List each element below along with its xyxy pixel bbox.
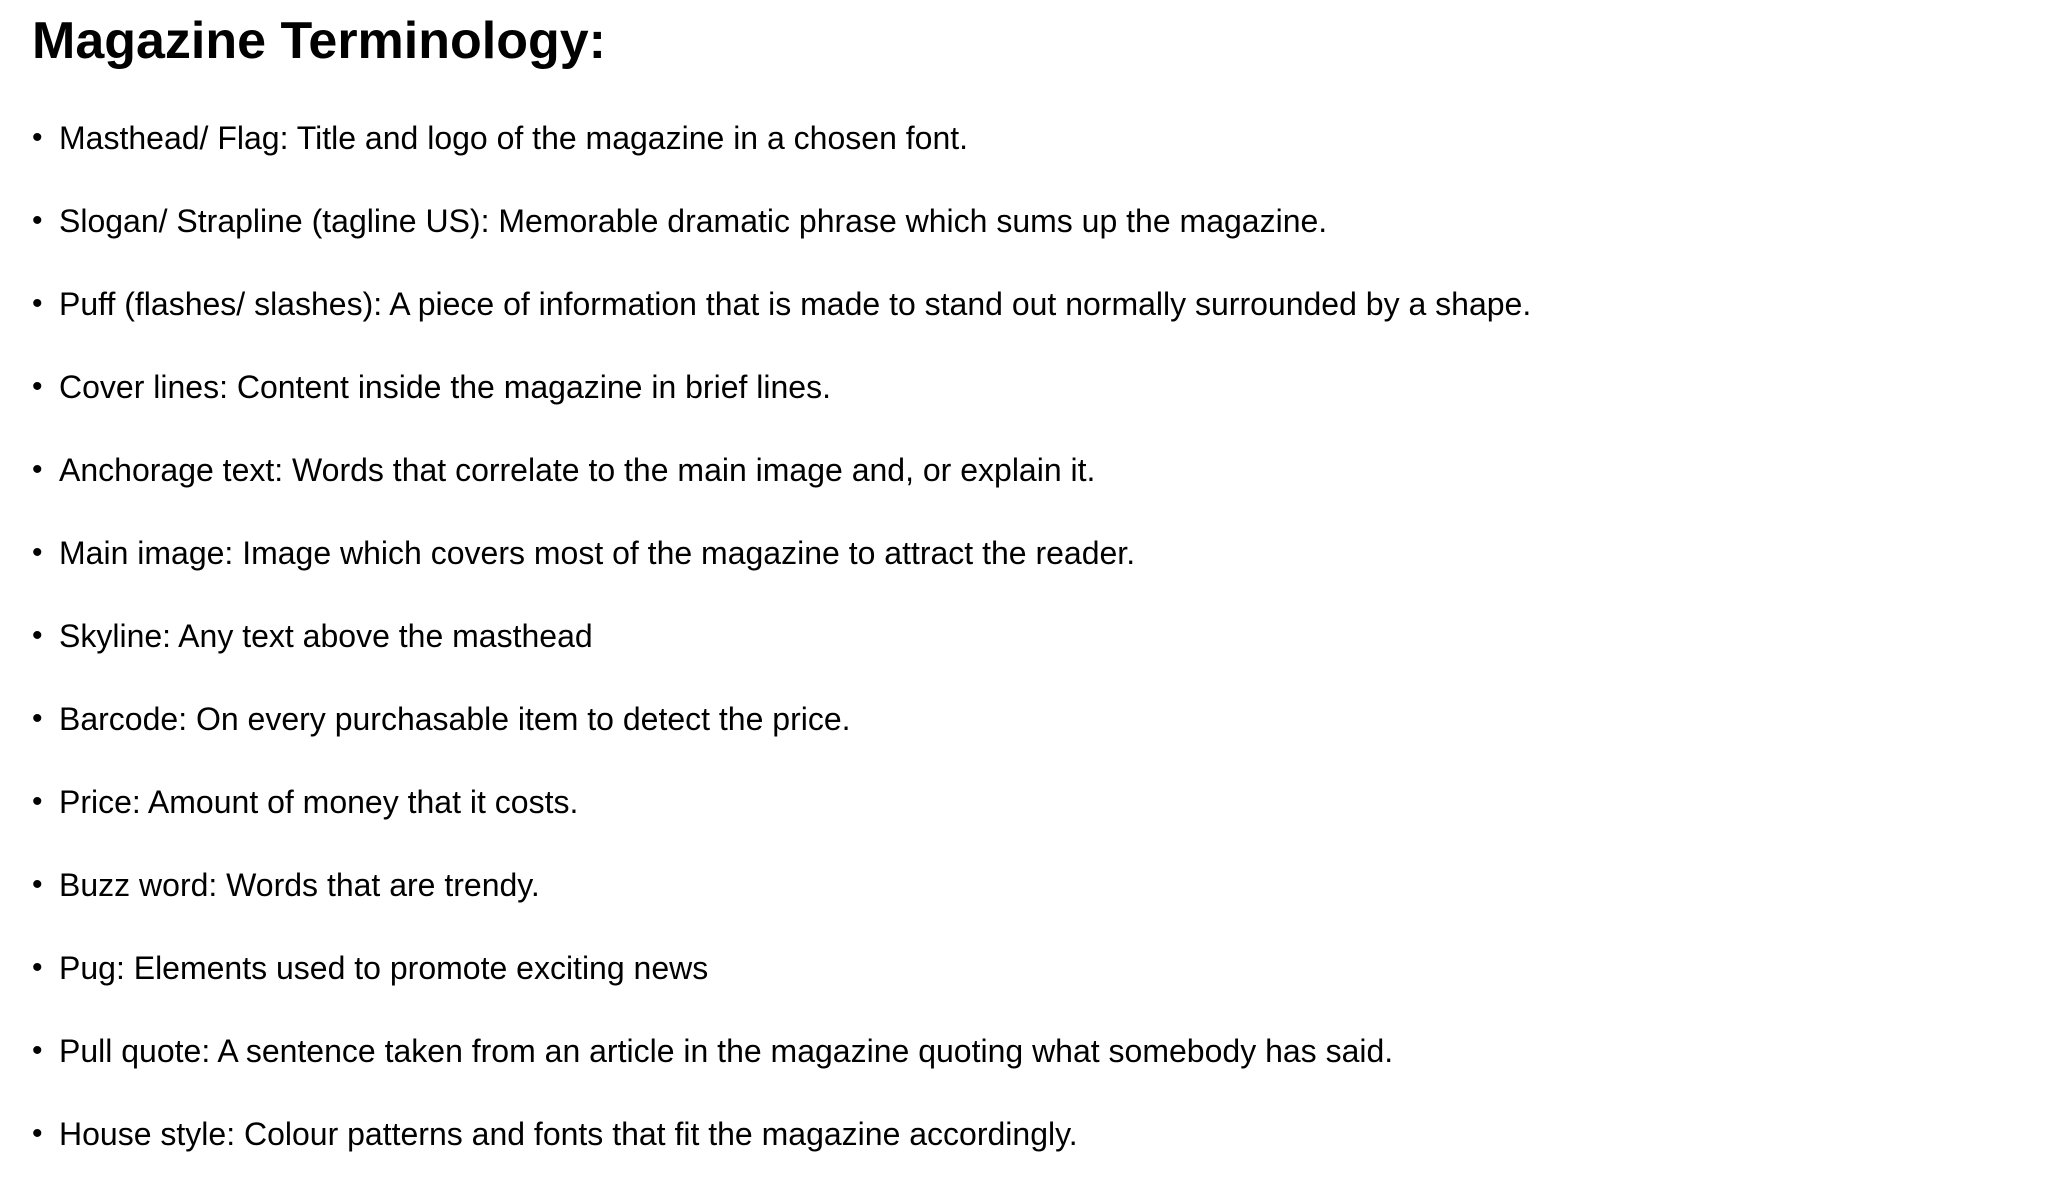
term-house-style: House style: Colour patterns and fonts that fit the magazine accordingly. <box>59 1116 1078 1152</box>
term-masthead: Masthead/ Flag: Title and logo of the magazine in a chosen font. <box>59 120 969 156</box>
term-puff: Puff (flashes/ slashes): A piece of information that is made to stand out normally surrounded by a shape. <box>59 286 1532 322</box>
term-buzz-word: Buzz word: Words that are trendy. <box>59 867 540 903</box>
bullet-icon: • <box>32 536 43 569</box>
bullet-icon: • <box>32 1117 43 1150</box>
term-anchorage-text: Anchorage text: Words that correlate to the main image and, or explain it. <box>59 452 1096 488</box>
bullet-icon: • <box>32 702 43 735</box>
bullet-icon: • <box>32 619 43 652</box>
bullet-icon: • <box>32 453 43 486</box>
list-item <box>32 197 1531 280</box>
page-title: Magazine Terminology: <box>32 12 606 70</box>
bullet-icon: • <box>32 1034 43 1067</box>
term-slogan: Slogan/ Strapline (tagline US): Memorable dramatic phrase which sums up the magazine. <box>59 203 1328 239</box>
list-item <box>32 778 1531 861</box>
bullet-icon: • <box>32 287 43 320</box>
list-item <box>32 529 1531 612</box>
list-item <box>32 612 1531 695</box>
list-item <box>32 695 1531 778</box>
bullet-icon: • <box>32 370 43 403</box>
list-item <box>32 280 1531 363</box>
term-cover-lines: Cover lines: Content inside the magazine in brief lines. <box>59 369 831 405</box>
term-main-image: Main image: Image which covers most of the magazine to attract the reader. <box>59 535 1136 571</box>
terminology-list <box>32 114 1531 1193</box>
list-item <box>32 363 1531 446</box>
list-item <box>32 944 1531 1027</box>
list-item <box>32 1027 1531 1110</box>
list-item <box>32 861 1531 944</box>
bullet-icon: • <box>32 204 43 237</box>
term-pug: Pug: Elements used to promote exciting news <box>59 950 709 986</box>
bullet-icon: • <box>32 951 43 984</box>
term-pull-quote: Pull quote: A sentence taken from an article in the magazine quoting what somebody has said. <box>59 1033 1394 1069</box>
bullet-icon: • <box>32 785 43 818</box>
term-barcode: Barcode: On every purchasable item to detect the price. <box>59 701 851 737</box>
list-item <box>32 446 1531 529</box>
bullet-icon: • <box>32 868 43 901</box>
term-skyline: Skyline: Any text above the masthead <box>59 618 593 654</box>
bullet-icon: • <box>32 121 43 154</box>
list-item <box>32 114 1531 197</box>
term-price: Price: Amount of money that it costs. <box>59 784 579 820</box>
